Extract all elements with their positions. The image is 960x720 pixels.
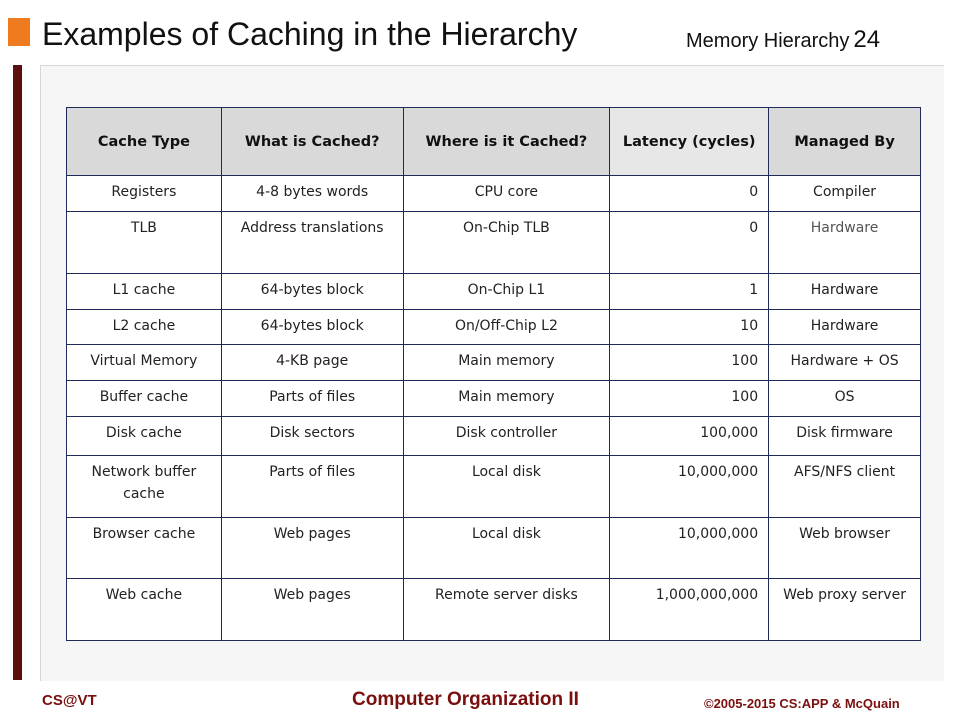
cell-what-cached: Disk sectors: [221, 417, 403, 455]
footer-course-code: CS@VT: [42, 692, 97, 709]
table-row: [67, 212, 921, 274]
cell-cache-type: L1 cache: [67, 274, 222, 310]
cell-where-cached: Main memory: [403, 381, 610, 417]
cell-cache-type: Disk cache: [67, 417, 222, 455]
cell-cache-type: Web cache: [67, 578, 222, 640]
page-title: Examples of Caching in the Hierarchy: [42, 16, 578, 52]
page-number: 24: [853, 26, 881, 53]
table-row: [67, 578, 921, 640]
cell-latency: 1,000,000,000: [610, 578, 769, 640]
cell-cache-type: L2 cache: [67, 310, 222, 345]
cell-where-cached: Local disk: [403, 455, 610, 517]
cell-cache-type: Registers: [67, 176, 222, 212]
header-latency: Latency (cycles): [610, 108, 769, 176]
table-row: [67, 455, 921, 517]
header-where-cached: Where is it Cached?: [403, 108, 610, 176]
header-what-cached: What is Cached?: [221, 108, 403, 176]
cell-what-cached: 4-8 bytes words: [221, 176, 403, 212]
cell-latency: 0: [610, 212, 769, 274]
cell-where-cached: Local disk: [403, 517, 610, 578]
cell-latency: 10,000,000: [610, 517, 769, 578]
cell-what-cached: Parts of files: [221, 455, 403, 517]
caching-table: [66, 107, 921, 641]
cell-cache-type: Virtual Memory: [67, 345, 222, 381]
cell-where-cached: On-Chip TLB: [403, 212, 610, 274]
cell-cache-type: Browser cache: [67, 517, 222, 578]
section-label: [686, 26, 880, 54]
section-name: Memory Hierarchy: [686, 30, 850, 52]
cell-where-cached: Remote server disks: [403, 578, 610, 640]
header-managed-by: Managed By: [769, 108, 921, 176]
left-accent-bar: [13, 65, 22, 680]
cell-where-cached: Main memory: [403, 345, 610, 381]
cell-cache-type: Network buffer cache: [67, 455, 222, 517]
cell-latency: 100: [610, 381, 769, 417]
table-row: [67, 381, 921, 417]
cell-managed-by: Disk firmware: [769, 417, 921, 455]
table-header-row: [67, 108, 921, 176]
cell-managed-by: Hardware: [769, 274, 921, 310]
cell-what-cached: Address translations: [221, 212, 403, 274]
table-row: [67, 345, 921, 381]
cell-where-cached: On/Off-Chip L2: [403, 310, 610, 345]
cell-cache-type: TLB: [67, 212, 222, 274]
cell-latency: 1: [610, 274, 769, 310]
cell-cache-type: Buffer cache: [67, 381, 222, 417]
cell-latency: 10,000,000: [610, 455, 769, 517]
cell-latency: 10: [610, 310, 769, 345]
cell-managed-by: Hardware: [769, 310, 921, 345]
cell-managed-by: Compiler: [769, 176, 921, 212]
header-cache-type: Cache Type: [67, 108, 222, 176]
cell-where-cached: Disk controller: [403, 417, 610, 455]
title-accent-square: [8, 18, 30, 46]
cell-managed-by: OS: [769, 381, 921, 417]
cell-where-cached: CPU core: [403, 176, 610, 212]
table-row: [67, 417, 921, 455]
cell-latency: 100: [610, 345, 769, 381]
cell-managed-by: Hardware + OS: [769, 345, 921, 381]
cell-managed-by: AFS/NFS client: [769, 455, 921, 517]
cell-managed-by: Hardware: [769, 212, 921, 274]
cell-latency: 0: [610, 176, 769, 212]
cell-what-cached: 4-KB page: [221, 345, 403, 381]
cell-managed-by: Web proxy server: [769, 578, 921, 640]
footer-course-name: Computer Organization II: [352, 689, 579, 710]
table-row: [67, 517, 921, 578]
cell-what-cached: Parts of files: [221, 381, 403, 417]
table-row: [67, 176, 921, 212]
cell-managed-by: Web browser: [769, 517, 921, 578]
cell-what-cached: Web pages: [221, 517, 403, 578]
cell-what-cached: 64-bytes block: [221, 274, 403, 310]
table-row: [67, 274, 921, 310]
table-row: [67, 310, 921, 345]
cell-where-cached: On-Chip L1: [403, 274, 610, 310]
cell-latency: 100,000: [610, 417, 769, 455]
cell-what-cached: 64-bytes block: [221, 310, 403, 345]
footer-copyright: ©2005-2015 CS:APP & McQuain: [704, 696, 900, 711]
cell-what-cached: Web pages: [221, 578, 403, 640]
